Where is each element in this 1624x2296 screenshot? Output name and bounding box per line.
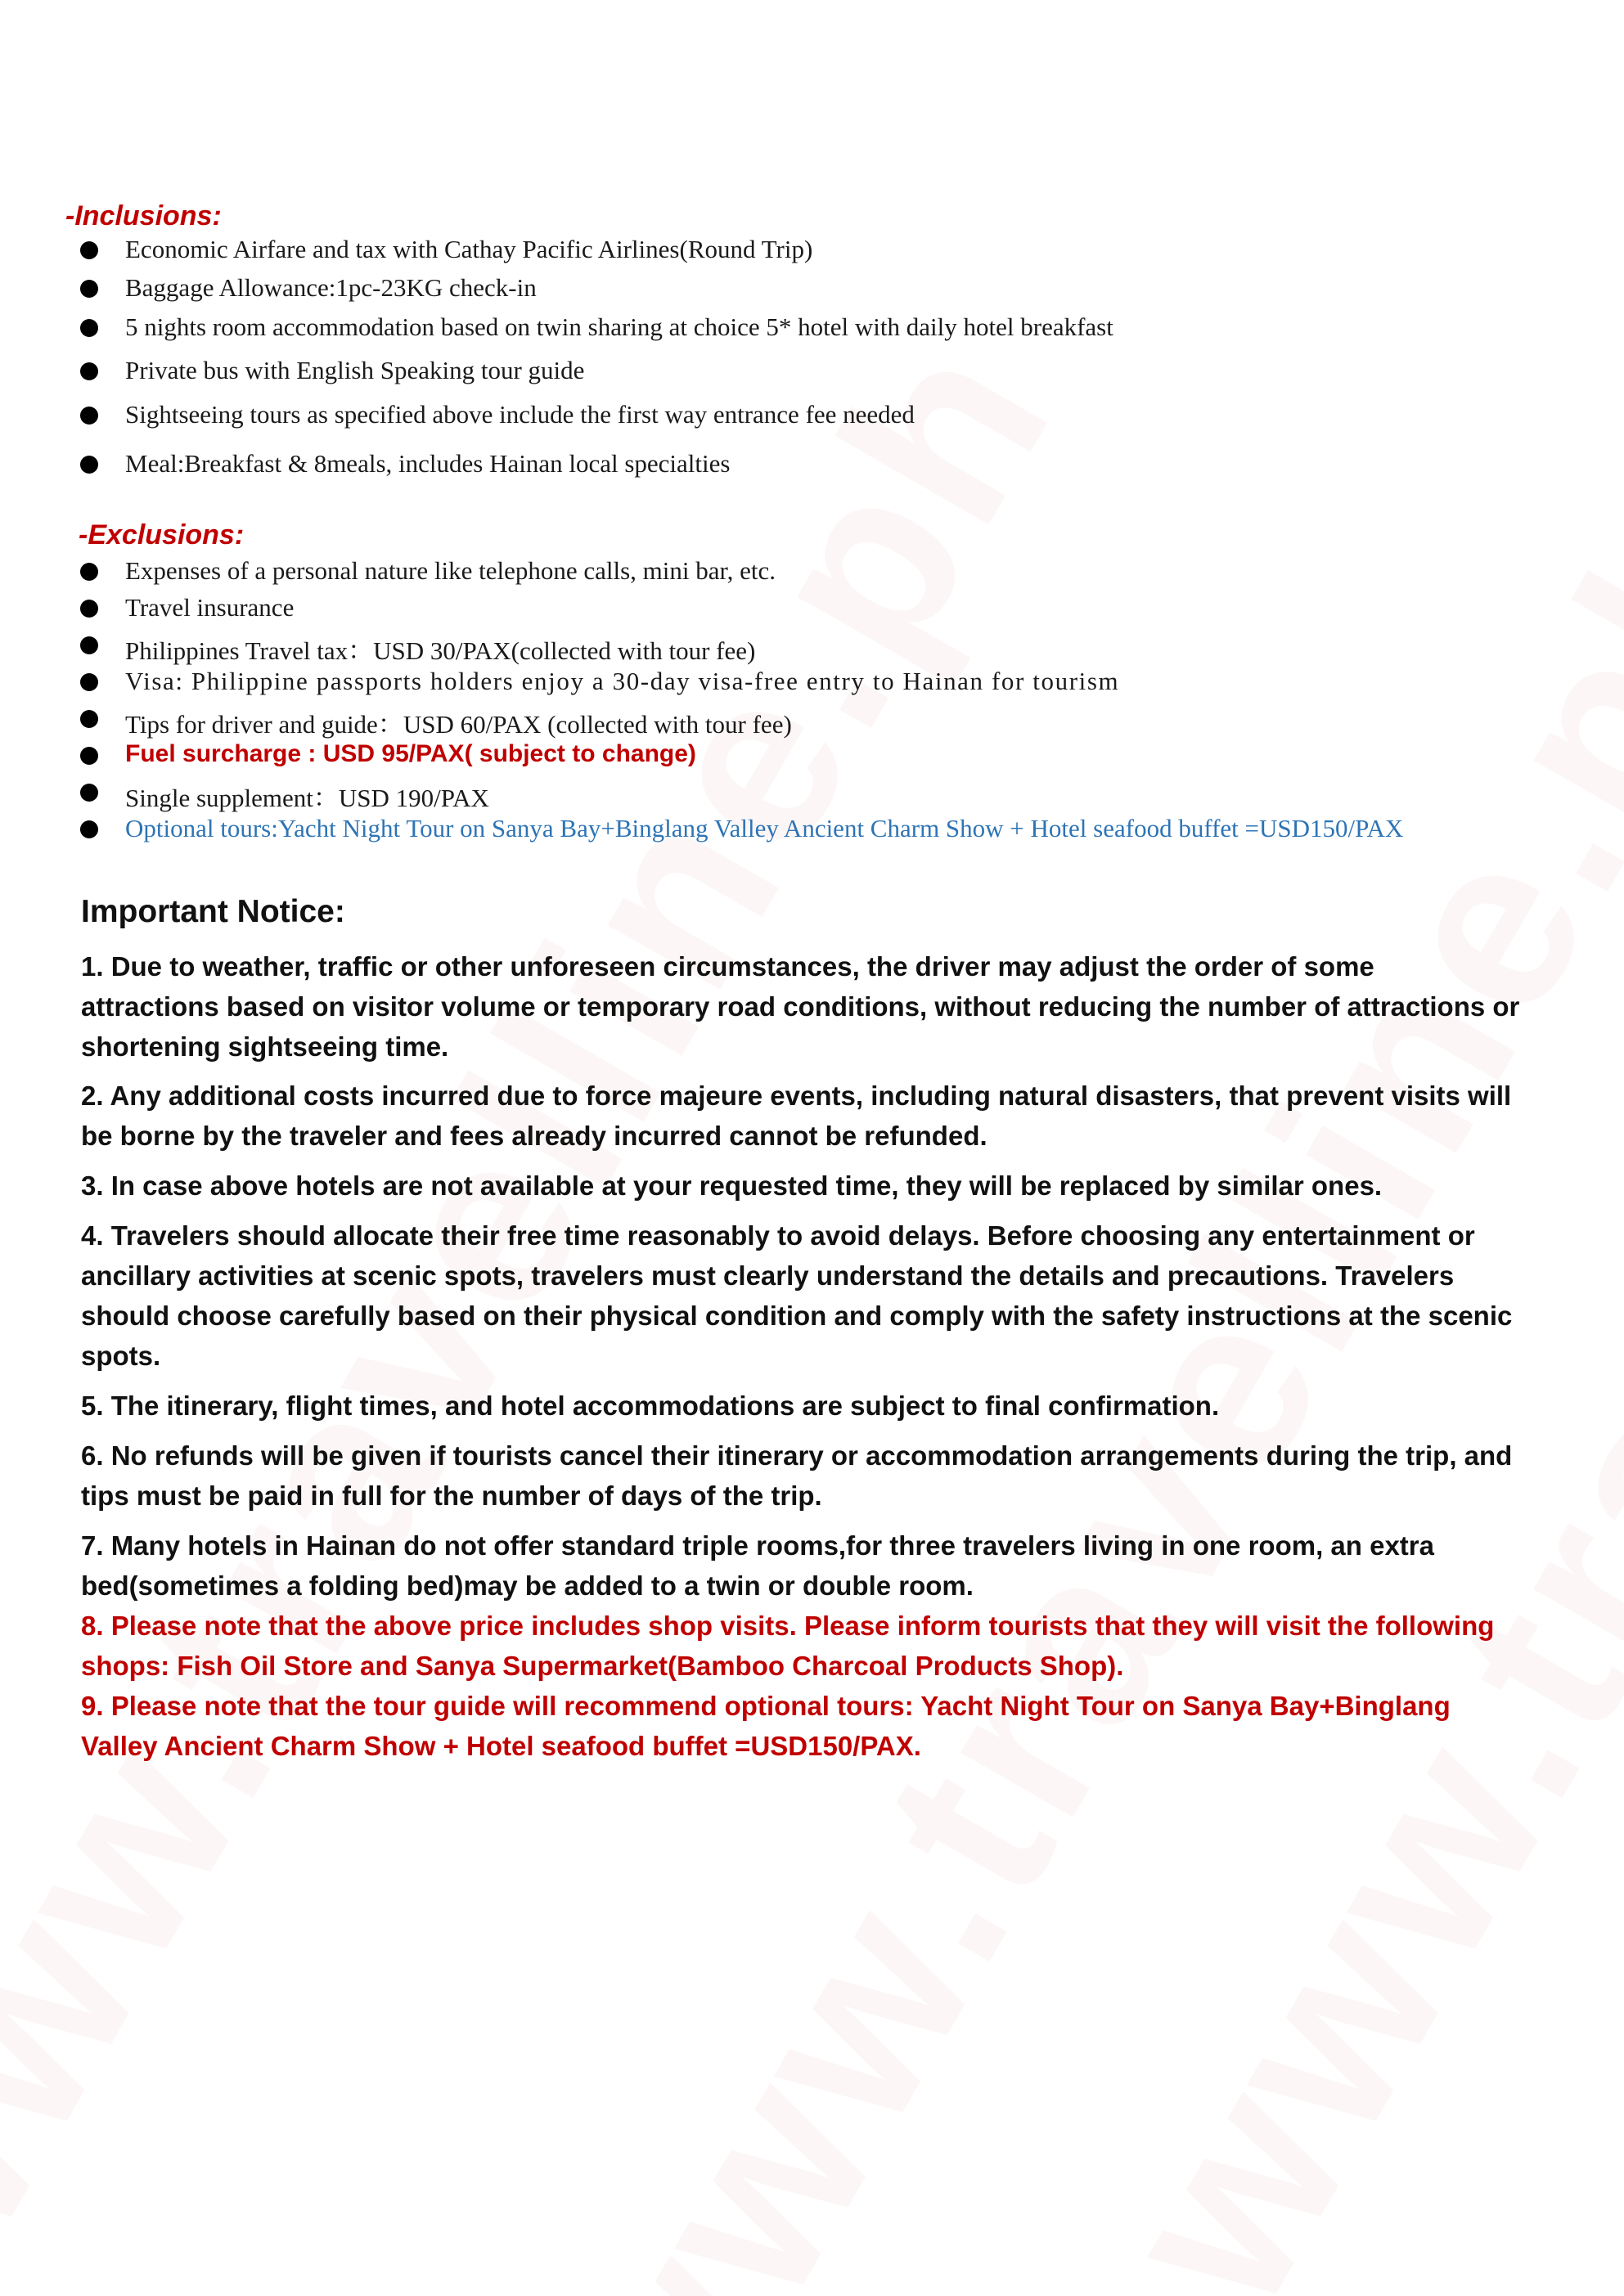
notice-line: 1. Due to weather, traffic or other unforeseen circumstances, the driver may adjust the order of some [81, 951, 1374, 982]
notice-line: 9. Please note that the tour guide will recommend optional tours: Yacht Night Tour on Sanya Bay+Binglang [81, 1691, 1451, 1721]
bullet-icon [80, 319, 98, 337]
bullet-icon [80, 710, 98, 728]
exclusions-heading: -Exclusions: [79, 519, 245, 550]
bullet-icon [80, 747, 98, 765]
fuel-surcharge-text: Fuel surcharge : USD 95/PAX( subject to change) [125, 740, 696, 767]
notice-item [81, 1436, 1586, 1516]
bullet-icon [80, 673, 98, 691]
bullet-icon [80, 407, 98, 425]
bullet-icon [80, 456, 98, 474]
notice-line: ancillary activities at scenic spots, travelers must clearly understand the details and precautions. Travelers [81, 1260, 1455, 1291]
bullet-icon [80, 820, 98, 838]
bullet-icon [80, 280, 98, 298]
notice-line: attractions based on visitor volume or temporary road conditions, without reducing the number of attractions or [81, 991, 1520, 1022]
notice-item [81, 1215, 1586, 1376]
bullet-icon [80, 636, 98, 654]
notice-item-shop-visits [81, 1606, 1586, 1686]
bullet-icon [80, 362, 98, 380]
exclusion-text: Travel insurance [125, 593, 295, 622]
exclusion-text: Expenses of a personal nature like telephone calls, mini bar, etc. [125, 556, 776, 585]
notice-line: should choose carefully based on their physical condition and comply with the safety instructions at the scenic [81, 1301, 1513, 1331]
exclusion-text: Single supplement：USD 190/PAX [125, 784, 489, 812]
inclusion-text: Economic Airfare and tax with Cathay Pacific Airlines(Round Trip) [125, 235, 813, 263]
notice-item [81, 946, 1586, 1067]
inclusion-text: Meal:Breakfast & 8meals, includes Hainan local specialties [125, 449, 731, 478]
notice-item [81, 1386, 1586, 1426]
notice-line: 6. No refunds will be given if tourists cancel their itinerary or accommodation arrangements during the trip, and [81, 1440, 1513, 1471]
notice-line: 2. Any additional costs incurred due to force majeure events, including natural disasters, that prevent visits will [81, 1081, 1512, 1111]
bullet-icon [80, 563, 98, 581]
optional-tours-text: Optional tours:Yacht Night Tour on Sanya Bay+Binglang Valley Ancient Charm Show + Hotel seafood buffet =USD150/PAX [125, 814, 1404, 842]
notice-title: Important Notice: [81, 894, 345, 929]
inclusion-text: 5 nights room accommodation based on twin sharing at choice 5* hotel with daily hotel breakfast [125, 312, 1113, 341]
notice-line: shortening sightseeing time. [81, 1031, 449, 1062]
inclusion-text: Private bus with English Speaking tour guide [125, 356, 585, 384]
notice-item-optional-tours [81, 1686, 1586, 1766]
notice-line: 8. Please note that the above price includes shop visits. Please inform tourists that they will visit the following [81, 1611, 1495, 1641]
notice-item [81, 1076, 1586, 1156]
notice-line: spots. [81, 1341, 161, 1371]
inclusion-text: Baggage Allowance:1pc-23KG check-in [125, 273, 537, 302]
inclusions-heading: -Inclusions: [65, 200, 222, 231]
exclusion-text: Philippines Travel tax：USD 30/PAX(collected with tour fee) [125, 636, 756, 665]
bullet-icon [80, 600, 98, 618]
bullet-icon [80, 241, 98, 259]
notice-line: tips must be paid in full for the number of days of the trip. [81, 1480, 822, 1511]
notice-item [81, 1166, 1586, 1206]
notice-line: 3. In case above hotels are not available at your requested time, they will be replaced by similar ones. [81, 1170, 1383, 1201]
inclusion-text: Sightseeing tours as specified above include the first way entrance fee needed [125, 400, 915, 429]
notice-line: 5. The itinerary, flight times, and hotel accommodations are subject to final confirmation. [81, 1391, 1220, 1421]
notice-line: Valley Ancient Charm Show + Hotel seafood buffet =USD150/PAX. [81, 1731, 921, 1761]
exclusion-text: Tips for driver and guide：USD 60/PAX (collected with tour fee) [125, 710, 792, 739]
notice-line: 7. Many hotels in Hainan do not offer standard triple rooms,for three travelers living in one room, an extra [81, 1530, 1434, 1561]
exclusion-text: Visa: Philippine passports holders enjoy a 30-day visa-free entry to Hainan for tourism [125, 667, 1120, 695]
notice-line: bed(sometimes a folding bed)may be added to a twin or double room. [81, 1570, 974, 1601]
notice-line: shops: Fish Oil Store and Sanya Supermarket(Bamboo Charcoal Products Shop). [81, 1651, 1124, 1681]
notice-item [81, 1525, 1586, 1606]
bullet-icon [80, 784, 98, 802]
notice-line: 4. Travelers should allocate their free time reasonably to avoid delays. Before choosing any entertainment or [81, 1220, 1475, 1251]
notice-line: be borne by the traveler and fees already incurred cannot be refunded. [81, 1121, 987, 1151]
